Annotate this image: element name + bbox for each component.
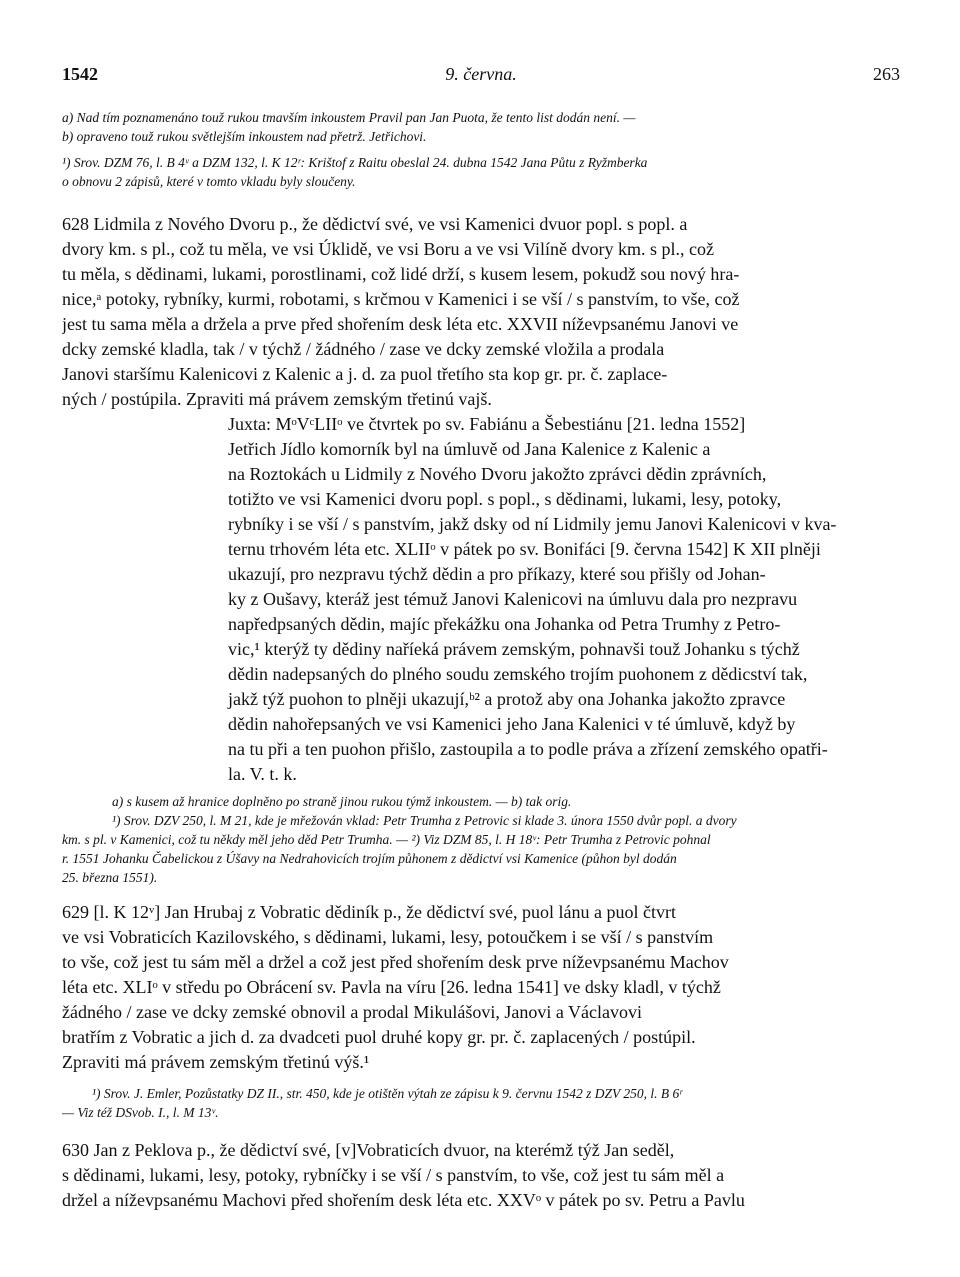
entry-628 [62,212,904,787]
text-line: jest tu sama měla a držela a prve před shořením desk léta etc. XXVII níževpsanému Janovi ve [62,314,739,334]
entry-629 [62,900,904,1075]
header-date: 9. června. [445,64,517,84]
text-line: tu měla, s dědinami, lukami, porostlinami, což lidé drží, s kusem lesem, pokudž sou nový hra- [62,264,740,284]
entry-630 [62,1138,904,1213]
text-line: Jetřich Jídlo komorník byl na úmluvě od Jana Kalenice z Kalenic a [228,439,711,459]
text-line: dědin nahořepsaných ve vsi Kamenici jeho Jana Kalenici v té úmluvě, když by [228,714,796,734]
note-line: km. s pl. v Kamenici, což tu někdy měl jeho děd Petr Trumha. — ²) Viz DZM 85, l. H 18ᵛ: Petr Trumha z Petrovic pohnal [62,832,711,847]
notes-628 [62,792,904,887]
text-line: nice,ᵃ potoky, rybníky, kurmi, robotami, s krčmou v Kamenici i se vší / s panstvím, to vše, což [62,289,740,309]
text-line: 630 Jan z Peklova p., že dědictví své, [v]Vobraticích dvuor, na kterémž týž Jan seděl, [62,1140,675,1160]
text-line: Janovi staršímu Kalenicovi z Kalenic a j. d. za puol třetího sta kop gr. pr. č. zaplace- [62,364,668,384]
page-number: 263 [873,64,900,84]
text-line: dcky zemské kladla, tak / v týchž / žádného / zase ve dcky zemské vložila a prodala [62,339,665,359]
text-line: ternu trhovém léta etc. XLIIᵒ v pátek po sv. Bonifáci [9. června 1542] K XII plněji [228,539,821,559]
running-header [62,64,900,88]
text-line: ukazují, pro nezpravu týchž dědin a pro příkazy, které sou přišly od Johan- [228,564,766,584]
note-line: a) s kusem až hranice doplněno po straně jinou rukou týmž inkoustem. — b) tak orig. [112,794,572,809]
text-line: léta etc. XLIᵒ v středu po Obrácení sv. Pavla na víru [26. ledna 1541] ve dsky kladl, v týchž [62,977,721,997]
text-line: Juxta: MᵒVᶜLIIᵒ ve čtvrtek po sv. Fabiánu a Šebestiánu [21. ledna 1552] [228,414,746,434]
text-line: jakž týž puohon to plněji ukazují,ᵇ² a protož aby ona Johanka jakožto zpravce [228,689,786,709]
text-line: dvory km. s pl., což tu měla, ve vsi Úklidě, ve vsi Boru a ve vsi Vilíně dvory km. s pl., což [62,239,714,259]
text-line: napředpsaných dědin, majíc překážku ona Johanka od Petra Trumhy z Petro- [228,614,781,634]
text-line: ky z Oušavy, kteráž jest témuž Janovi Kalenicovi na úmluvu dala pro nezpravu [228,589,798,609]
text-line: dědin nadepsaných do plného soudu zemského trojím puohonem z dědicství tak, [228,664,808,684]
page-year: 1542 [62,64,98,84]
text-line: ných / postúpila. Zpraviti má právem zemským třetinú vajš. [62,389,492,409]
note-line: 25. března 1551). [62,870,158,885]
note-line: ¹) Srov. DZM 76, l. B 4ᵛ a DZM 132, l. K 12ʳ: Krištof z Raitu obeslal 24. dubna 1542 Jana Půtu z Ryžmberka [62,155,648,170]
note-line: o obnovu 2 zápisů, které v tomto vkladu byly sloučeny. [62,174,356,189]
text-line: to vše, což jest tu sám měl a držel a což jest před shořením desk prve níževpsanému Machov [62,952,729,972]
text-line: la. V. t. k. [228,764,297,784]
note-line: — Viz též DSvob. I., l. M 13ᵛ. [62,1105,219,1120]
note-line: r. 1551 Johanku Čabelickou z Úšavy na Nedrahovicích trojím půhonem z dědictví vsi Kamenice (půhon byl dodán [62,851,677,866]
text-line: totižto ve vsi Kamenici dvoru popl. s popl., s dědinami, lukami, lesy, potoky, [228,489,782,509]
note-line: ¹) Srov. J. Emler, Pozůstatky DZ II., str. 450, kde je otištěn výtah ze zápisu k 9. červnu 1542 z DZV 250, l. B 6ʳ [92,1086,683,1101]
text-line: rybníky i se vší / s panstvím, jakž dsky od ní Lidmily jemu Janovi Kalenicovi v kva- [228,514,837,534]
note-line: a) Nad tím poznamenáno touž rukou tmavším inkoustem Pravil pan Jan Puota, že tento list dodán není. — [62,110,636,125]
text-line: 629 [l. K 12ᵛ] Jan Hrubaj z Vobratic dědiník p., že dědictví své, puol lánu a puol čtvrt [62,902,676,922]
note-line: ¹) Srov. DZV 250, l. M 21, kde je mřežován vklad: Petr Trumha z Petrovic si klade 3. února 1550 dvůr popl. a dvory [112,813,737,828]
text-line: 628 Lidmila z Nového Dvoru p., že dědictví své, ve vsi Kamenici dvuor popl. s popl. a [62,214,688,234]
notes-629 [62,1084,904,1122]
text-line: Zpraviti má právem zemským třetinú výš.¹ [62,1052,370,1072]
text-line: na Roztokách u Lidmily z Nového Dvoru jakožto zprávci dědin zprávních, [228,464,767,484]
text-line: ve vsi Vobraticích Kazilovského, s dědinami, lukami, lesy, potoučkem i se vší / s panstvím [62,927,714,947]
text-line: žádného / zase ve dcky zemské obnovil a prodal Mikulášovi, Janovi a Václavovi [62,1002,642,1022]
text-line: bratřím z Vobratic a jich d. za dvadceti puol druhé kopy gr. pr. č. zaplacených / postúpil. [62,1027,696,1047]
text-line: s dědinami, lukami, lesy, potoky, rybníčky i se vší / s panstvím, to vše, což jest tu sám měl a [62,1165,725,1185]
text-line: vic,¹ kterýž ty dědiny naříeká právem zemským, pohnavši touž Johanku s týchž [228,639,800,659]
top-notes [62,108,904,191]
text-line: na tu při a ten puohon přišlo, zastoupila a to podle práva a zřízení zemského opatři- [228,739,828,759]
note-line: b) opraveno touž rukou světlejším inkoustem nad přetrž. Jetřichovi. [62,129,427,144]
text-line: držel a níževpsanému Machovi před shořením desk léta etc. XXVᵒ v pátek po sv. Petru a Pavlu [62,1190,745,1210]
